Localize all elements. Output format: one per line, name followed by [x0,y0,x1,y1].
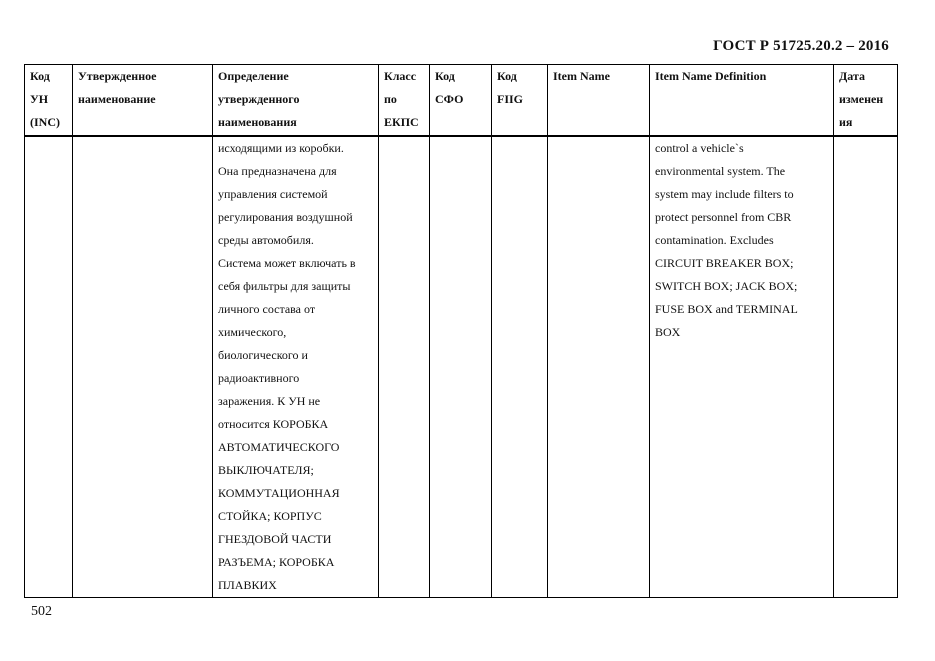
column-header-line: утвержденного [218,92,300,106]
definition-line: исходящими из коробки. [218,141,344,155]
column-header-line: Код [497,69,517,83]
definition-line: химического, [218,325,287,339]
column-header [379,65,430,137]
definition-line: биологического и [218,348,308,362]
page-number: 502 [31,604,52,619]
column-header-line: Дата [839,69,865,83]
cell-definition-en [650,136,834,598]
definition-line: радиоактивного [218,371,300,385]
column-header [548,65,650,137]
definition-line: ПЛАВКИХ [218,578,277,592]
column-header-line: FIIG [497,92,524,106]
definition-line: заражения. К УН не [218,394,321,408]
definition-line: contamination. Excludes [655,233,774,247]
column-header [492,65,548,137]
definition-line: АВТОМАТИЧЕСКОГО [218,440,340,454]
table-header-row [25,65,898,137]
column-header-line: Item Name [553,69,610,83]
definition-line: относится КОРОБКА [218,417,329,431]
column-header-line: изменен [839,92,884,106]
cell-approved-name [73,136,213,598]
column-header [25,65,73,137]
column-header-line: ЕКПС [384,115,419,129]
column-header-line: Item Name Definition [655,69,767,83]
column-header [430,65,492,137]
definition-line: РАЗЪЕМА; КОРОБКА [218,555,335,569]
column-header-line: Код [435,69,455,83]
column-header-line: Определение [218,69,289,83]
cell-definition-ru [213,136,379,598]
definition-line: BOX [655,325,681,339]
column-header-line: Класс [384,69,417,83]
column-header [650,65,834,137]
cell-sfo-code [430,136,492,598]
column-header [213,65,379,137]
column-header-line: наименование [78,92,156,106]
column-header-line: (INC) [30,115,60,129]
definition-line: управления системой [218,187,328,201]
column-header [834,65,898,137]
column-header-line: УН [30,92,49,106]
definition-line: system may include filters to [655,187,794,201]
catalog-table [24,64,898,598]
definition-line: ВЫКЛЮЧАТЕЛЯ; [218,463,314,477]
definition-line: FUSE BOX and TERMINAL [655,302,798,316]
cell-change-date [834,136,898,598]
definition-line: Она предназначена для [218,164,337,178]
cell-ekps-class [379,136,430,598]
definition-line: Система может включать в [218,256,356,270]
column-header-line: Утвержденное [78,69,157,83]
cell-fiig-code [492,136,548,598]
definition-line: CIRCUIT BREAKER BOX; [655,256,794,270]
definition-line: личного состава от [218,302,316,316]
definition-line: среды автомобиля. [218,233,314,247]
document-title: ГОСТ Р 51725.20.2 – 2016 [713,38,889,54]
column-header [73,65,213,137]
definition-line: ГНЕЗДОВОЙ ЧАСТИ [218,532,332,546]
cell-inc-code [25,136,73,598]
definition-line: СТОЙКА; КОРПУС [218,509,322,523]
definition-line: environmental system. The [655,164,786,178]
column-header-line: по [384,92,397,106]
column-header-line: наименования [218,115,297,129]
table-row [25,136,898,598]
definition-line: регулирования воздушной [218,210,353,224]
definition-line: protect personnel from CBR [655,210,792,224]
column-header-line: ия [839,115,853,129]
definition-line: SWITCH BOX; JACK BOX; [655,279,798,293]
definition-line: КОММУТАЦИОННАЯ [218,486,340,500]
cell-item-name [548,136,650,598]
definition-line: себя фильтры для защиты [218,279,351,293]
column-header-line: СФО [435,92,464,106]
definition-line: control a vehicle`s [655,141,744,155]
column-header-line: Код [30,69,50,83]
